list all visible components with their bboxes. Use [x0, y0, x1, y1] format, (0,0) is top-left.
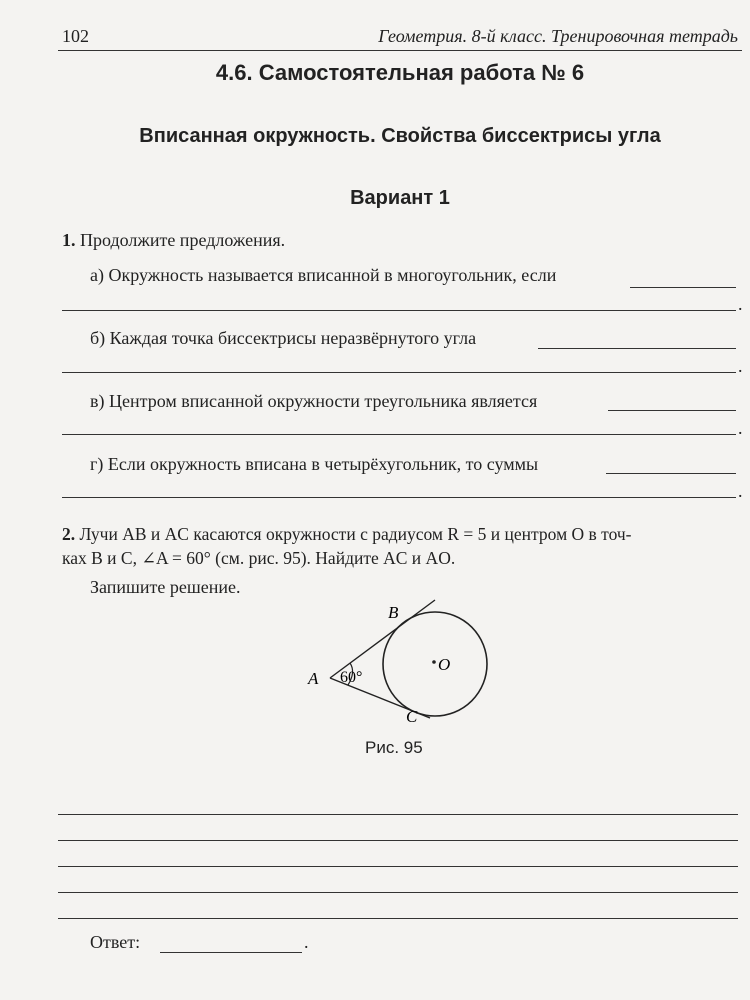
answer-line[interactable] — [62, 434, 736, 435]
sentence-end-dot: . — [738, 481, 743, 501]
task1-heading — [62, 230, 285, 251]
task1-prompt: Продолжите предложения. — [80, 230, 286, 250]
center-point — [432, 660, 436, 664]
answer-label: Ответ: — [90, 932, 141, 952]
answer-line[interactable] — [608, 410, 736, 411]
label-A: A — [308, 669, 319, 688]
task1-item-d: г) Если окружность вписана в четырёхугольник, то суммы — [90, 454, 539, 474]
sentence-end-dot: . — [738, 418, 743, 438]
page-number: 102 — [62, 26, 89, 46]
task2-number: 2. — [62, 524, 76, 544]
task1-item-c: в) Центром вписанной окружности треугольника является — [90, 391, 538, 411]
label-B: B — [388, 603, 399, 622]
solution-line[interactable] — [58, 892, 738, 893]
running-title: Геометрия. 8-й класс. Тренировочная тетрадь — [378, 26, 738, 46]
answer-field[interactable] — [160, 952, 302, 953]
topic-title: Вписанная окружность. Свойства биссектрисы угла — [139, 125, 661, 147]
solution-line[interactable] — [58, 866, 738, 867]
section-title: 4.6. Самостоятельная работа № 6 — [215, 60, 585, 85]
task1-item-b: б) Каждая точка биссектрисы неразвёрнутого угла — [90, 328, 477, 348]
answer-line[interactable] — [62, 310, 736, 311]
task2-line1 — [62, 524, 632, 545]
answer-line[interactable] — [62, 497, 736, 498]
header-rule — [58, 50, 742, 51]
task2-instruction: Запишите решение. — [90, 577, 241, 597]
answer-line[interactable] — [538, 348, 736, 349]
solution-line[interactable] — [58, 840, 738, 841]
answer-end-dot: . — [304, 932, 309, 952]
figure-95 — [290, 592, 510, 732]
label-O: O — [438, 655, 451, 674]
answer-line[interactable] — [606, 473, 736, 474]
answer-line[interactable] — [62, 372, 736, 373]
task2-text-line1: Лучи AB и AC касаются окружности с радиусом R = 5 и центром O в точ- — [79, 524, 632, 544]
label-C: C — [406, 707, 418, 726]
task1-number: 1. — [62, 230, 76, 250]
solution-line[interactable] — [58, 918, 738, 919]
figure-caption: Рис. 95 — [365, 738, 423, 757]
variant-title: Вариант 1 — [350, 187, 450, 209]
task1-item-a: а) Окружность называется вписанной в многоугольник, если — [90, 265, 557, 285]
angle-label: 60° — [340, 669, 363, 686]
sentence-end-dot: . — [738, 356, 743, 376]
solution-line[interactable] — [58, 814, 738, 815]
answer-line[interactable] — [630, 287, 736, 288]
sentence-end-dot: . — [738, 294, 743, 314]
task2-line2: ках B и C, ∠A = 60° (см. рис. 95). Найдите AC и AO. — [62, 548, 456, 568]
